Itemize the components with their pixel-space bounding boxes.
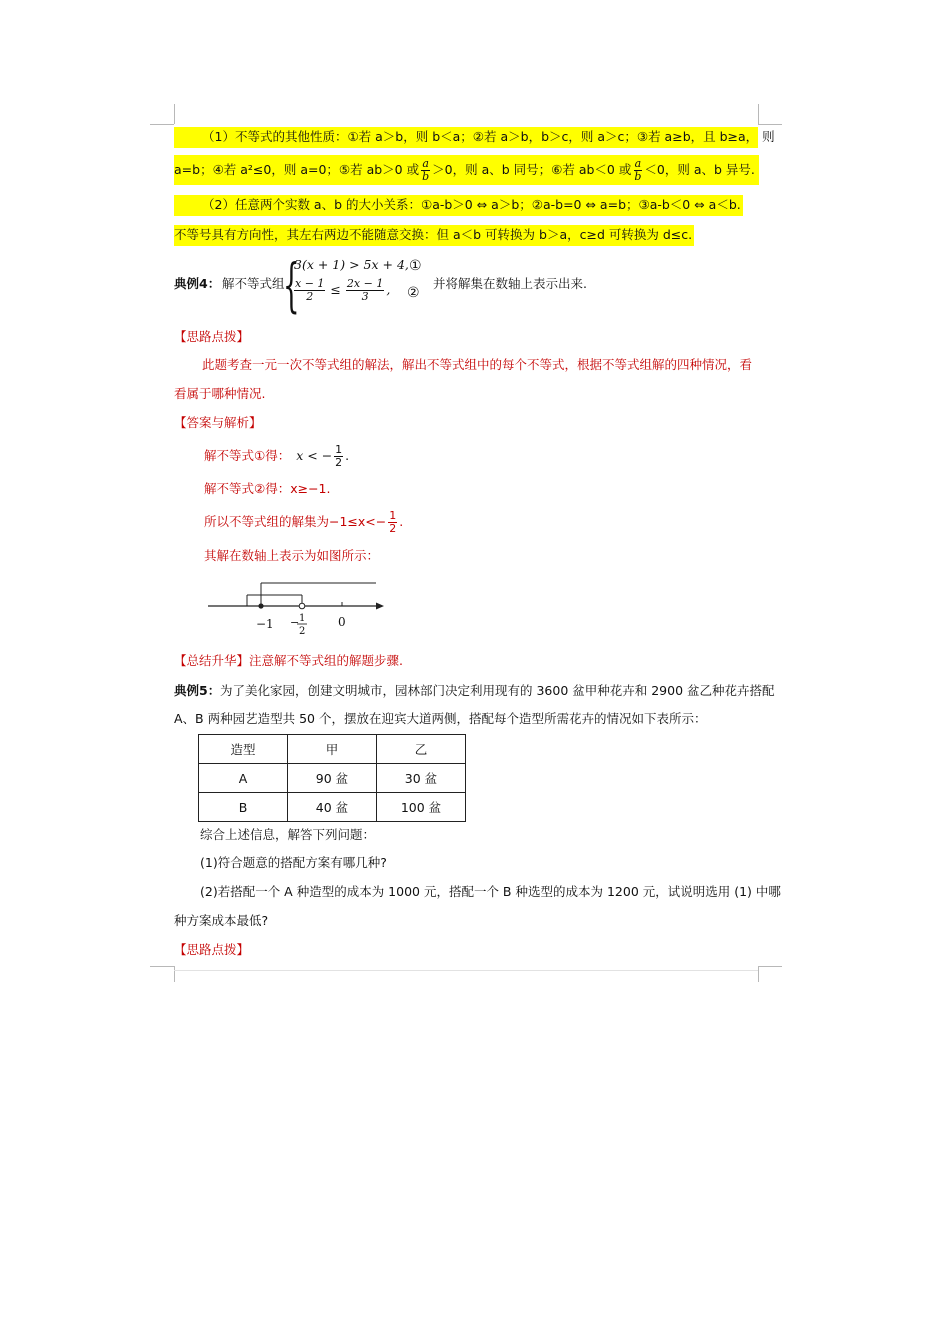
table-cell: A xyxy=(199,764,288,793)
answer-step-1-expr: x < − xyxy=(296,447,333,463)
answer-step-1 xyxy=(204,440,349,472)
example5-after: 综合上述信息，解答下列问题： xyxy=(200,827,376,842)
corner-mark-top-right-h xyxy=(758,124,782,125)
answer-step-2: 解不等式②得：x≥−1. xyxy=(204,481,331,496)
table-header-cell: 造型 xyxy=(199,735,288,764)
corner-mark-bottom-left-h xyxy=(150,966,174,967)
example4-tail: 并将解集在数轴上表示出来. xyxy=(433,276,587,291)
closed-point-minus-one xyxy=(258,603,263,608)
hint-header-2: 【思路点拨】 xyxy=(174,942,250,957)
eq2-left-fraction: $\frac{x - 1}{2}$ xyxy=(295,277,325,303)
table-header-cell: 甲 xyxy=(288,735,377,764)
answer-step-3 xyxy=(204,506,403,538)
page-bottom-edge xyxy=(174,970,758,971)
eq2-comma: , xyxy=(386,282,391,298)
property-line-1 xyxy=(174,127,775,148)
eq2-right-fraction: $\frac{2x - 1}{3}$ xyxy=(346,277,384,303)
hint-text-1b: 看属于哪种情况. xyxy=(174,386,266,401)
corner-mark-top-left-v xyxy=(174,104,175,124)
property-line-4 xyxy=(174,225,694,246)
example5-question-1: (1)符合题意的搭配方案有哪几种? xyxy=(200,855,387,870)
property-line-2-part3: ＜0，则 a、b 异号. xyxy=(644,161,755,177)
corner-mark-bottom-left-v xyxy=(174,966,175,982)
corner-mark-bottom-right-h xyxy=(758,966,782,967)
property-fraction-a-over-b-2: $\frac{a}{b}$ xyxy=(634,156,642,183)
answer-step-1-text: 解不等式①得： xyxy=(204,447,291,463)
table-cell: 30 盆 xyxy=(377,764,466,793)
property-fraction-a-over-b-1: $\frac{a}{b}$ xyxy=(422,156,430,183)
label-minus-half-sign: − xyxy=(290,616,300,629)
answer-step-1-fraction: $\frac{1}{2}$ xyxy=(335,442,343,469)
example4-equation-2-mark: ② xyxy=(407,285,420,301)
property-line-3 xyxy=(174,195,743,216)
property-line-2-part2: ＞0，则 a、b 同号；⑥若 ab＜0 或 xyxy=(432,161,632,177)
corner-mark-top-right-v xyxy=(758,104,759,124)
example5-line-1: 为了美化家园，创建文明城市，园林部门决定利用现有的 3600 盆甲种花卉和 2900 盆乙种花卉搭配 xyxy=(220,683,775,698)
property-line-2 xyxy=(174,155,759,185)
answer-header: 【答案与解析】 xyxy=(174,415,262,430)
open-point-minus-half xyxy=(299,603,305,609)
table-cell: 40 盆 xyxy=(288,793,377,822)
flower-table xyxy=(198,734,466,822)
example4-equation-1-mark: ① xyxy=(409,258,422,274)
table-cell: 90 盆 xyxy=(288,764,377,793)
answer-step-3-end: . xyxy=(399,513,404,529)
label-minus-one: −1 xyxy=(256,617,274,631)
property-line-1-text: （1）不等式的其他性质：①若 a＞b，则 b＜a；②若 a＞b，b＞c，则 a＞c；③若 a≥b，且 b≥a， 则 xyxy=(202,129,775,144)
number-line-arrow xyxy=(376,603,384,610)
summary-note: 【总结升华】注意解不等式组的解题步骤. xyxy=(174,653,403,668)
corner-mark-bottom-right-v xyxy=(758,966,759,982)
answer-step-4: 其解在数轴上表示为如图所示： xyxy=(204,548,380,563)
property-line-3-text: （2）任意两个实数 a、b 的大小关系：①a-b＞0 ⇔ a＞b；②a-b=0 ⇔ a=b；③a-b＜0 ⇔ a＜b. xyxy=(174,195,743,216)
label-minus-half-num: 1 xyxy=(299,613,306,624)
label-zero: 0 xyxy=(338,615,346,629)
table-cell: B xyxy=(199,793,288,822)
hint-text-1a: 此题考查一元一次不等式组的解法，解出不等式组中的每个不等式，根据不等式组解的四种情况，看 xyxy=(202,357,753,372)
property-line-2-part1: a=b；④若 a²≤0，则 a=0；⑤若 ab＞0 或 xyxy=(174,161,420,177)
example4-equation-2 xyxy=(292,278,390,303)
example5-question-2a: (2)若搭配一个 A 种造型的成本为 1000 元，搭配一个 B 种选型的成本为 1200 元，试说明选用 (1) 中哪 xyxy=(200,884,781,899)
answer-step-3-fraction: $\frac{1}{2}$ xyxy=(389,508,397,535)
table-cell: 100 盆 xyxy=(377,793,466,822)
hint-header-1: 【思路点拨】 xyxy=(174,329,250,344)
label-minus-half-den: 2 xyxy=(299,626,306,637)
system-brace: { xyxy=(283,251,300,319)
example5-question-2b: 种方案成本最低? xyxy=(174,913,269,928)
example4-label: 典例4： xyxy=(174,276,221,291)
example5-label: 典例5： xyxy=(174,683,221,698)
eq2-relation: ≤ xyxy=(330,282,341,298)
example4-intro: 解不等式组 xyxy=(222,276,285,291)
table-row xyxy=(199,764,466,793)
table-header-cell: 乙 xyxy=(377,735,466,764)
table-row xyxy=(199,793,466,822)
answer-step-1-end: . xyxy=(345,447,350,463)
answer-step-3-text: 所以不等式组的解集为−1≤x<− xyxy=(204,513,387,529)
property-line-4-text: 不等号具有方向性，其左右两边不能随意交换：但 a＜b 可转换为 b＞a，c≥d 可转换为 d≤c. xyxy=(174,225,694,246)
example4-equation-1: 3(x + 1) > 5x + 4, xyxy=(294,257,409,272)
number-line-figure xyxy=(204,578,404,640)
corner-mark-top-left-h xyxy=(150,124,174,125)
example5-line-2: A、B 两种园艺造型共 50 个，摆放在迎宾大道两侧，搭配每个造型所需花卉的情况如下表所示： xyxy=(174,711,707,726)
table-header-row xyxy=(199,735,466,764)
